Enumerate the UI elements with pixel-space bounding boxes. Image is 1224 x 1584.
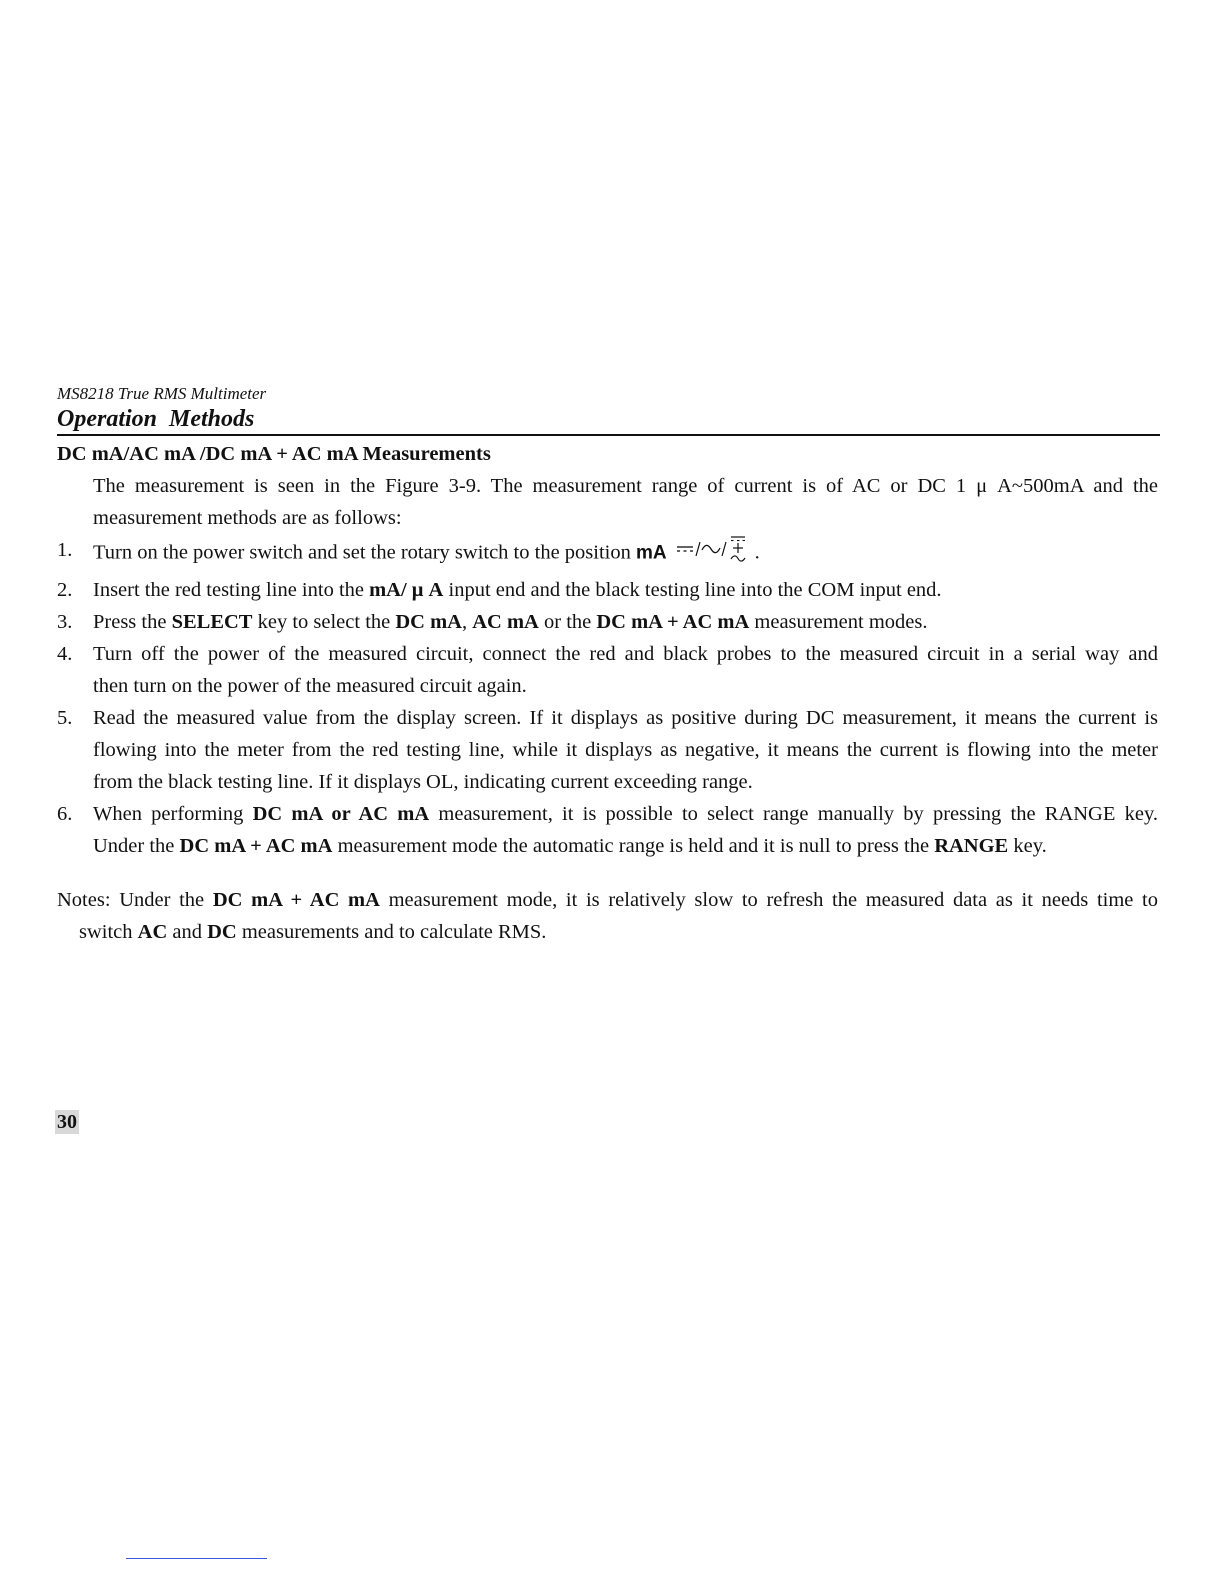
step-number: 2. — [57, 579, 73, 601]
step-text — [93, 534, 1158, 574]
dc-ac-acdc-symbol-icon — [675, 534, 755, 574]
section-intro — [93, 470, 1158, 534]
footer-rule — [126, 1558, 267, 1559]
step-bold-segment: RANGE — [934, 835, 1009, 857]
steps-list — [57, 534, 1158, 862]
step-text-segment: Turn on the power switch and set the rotary switch to the position — [93, 541, 636, 564]
notes-bold-segment: AC — [137, 921, 168, 943]
step-line: from the black testing line. If it displays OL, indicating current exceeding range. — [93, 771, 753, 793]
notes-text-segment: switch — [79, 921, 138, 943]
step-bold-segment: SELECT — [171, 611, 253, 633]
step-text — [93, 638, 1158, 702]
step-text-segment: measurement modes. — [749, 611, 928, 633]
step-line — [93, 830, 1158, 862]
step-line: Read the measured value from the display screen. If it displays as positive during DC measurement, it means the current is — [93, 707, 1158, 729]
step-bold-segment: mA/ μ A — [369, 579, 444, 601]
step-bold-segment: DC mA + AC mA — [179, 835, 333, 857]
list-item — [57, 606, 1158, 638]
notes-line — [57, 916, 1158, 948]
step-text-segment: , — [462, 611, 473, 633]
step-line: then turn on the power of the measured circuit again. — [93, 675, 527, 697]
step-number: 6. — [57, 803, 73, 825]
step-text — [93, 606, 1158, 638]
step-text-segment: When performing — [93, 803, 253, 825]
manual-title: MS8218 True RMS Multimeter — [57, 384, 267, 403]
header-divider — [57, 434, 1160, 436]
step-text-segment: Under the — [93, 835, 180, 857]
step-text-segment: . — [754, 541, 760, 564]
step-number: 3. — [57, 611, 73, 633]
list-item — [57, 574, 1158, 606]
step-bold-segment: DC mA — [395, 611, 462, 633]
step-line: flowing into the meter from the red testing line, while it displays as negative, it means the current is flowing into the meter — [93, 739, 1158, 761]
step-number: 1. — [57, 539, 73, 561]
notes-bold-segment: DC mA + AC mA — [212, 889, 380, 911]
step-bold-segment: DC mA or AC mA — [252, 803, 430, 825]
section-title: DC mA/AC mA /DC mA + AC mA Measurements — [57, 443, 491, 465]
step-line: Turn off the power of the measured circuit, connect the red and black probes to the measured circuit in a serial way and — [93, 643, 1158, 665]
step-text — [93, 798, 1158, 862]
chapter-title: Operation Methods — [57, 406, 255, 432]
step-line — [93, 798, 1158, 830]
list-item — [57, 638, 1158, 702]
notes-text-segment: measurements and to calculate RMS. — [236, 921, 547, 943]
step-text-segment: Press the — [93, 611, 172, 633]
step-bold-segment: AC mA — [472, 611, 539, 633]
notes-text-segment: Notes: Under the — [57, 889, 213, 911]
step-text-segment: key. — [1008, 835, 1047, 857]
notes-text-segment: and — [167, 921, 208, 943]
step-text-segment: Insert the red testing line into the — [93, 579, 370, 601]
notes-text-segment: measurement mode, it is relatively slow to refresh the measured data as it needs time to — [379, 889, 1159, 911]
list-item — [57, 534, 1158, 574]
page-number: 30 — [57, 1111, 77, 1133]
step-text-segment: or the — [538, 611, 597, 633]
step-text-segment: input end and the black testing line into the COM input end. — [443, 579, 942, 601]
step-number: 5. — [57, 707, 73, 729]
list-item — [57, 798, 1158, 862]
notes-line — [57, 884, 1158, 916]
intro-line-2: measurement methods are as follows: — [93, 507, 402, 529]
step-text — [93, 702, 1158, 798]
step-text-segment: measurement mode the automatic range is held and it is null to press the — [332, 835, 935, 857]
list-item — [57, 702, 1158, 798]
notes-paragraph — [57, 884, 1158, 948]
step-text — [93, 574, 1158, 606]
step-text-segment: key to select the — [252, 611, 396, 633]
step-text-segment: measurement, it is possible to select range manually by pressing the RANGE key. — [429, 803, 1158, 825]
step-bold-segment: mA — [636, 542, 667, 564]
notes-bold-segment: DC — [207, 921, 237, 943]
step-bold-segment: DC mA + AC mA — [596, 611, 750, 633]
intro-line-1: The measurement is seen in the Figure 3-9. The measurement range of current is of AC or DC 1 μ A~500mA and the — [93, 475, 1158, 497]
step-number: 4. — [57, 643, 73, 665]
